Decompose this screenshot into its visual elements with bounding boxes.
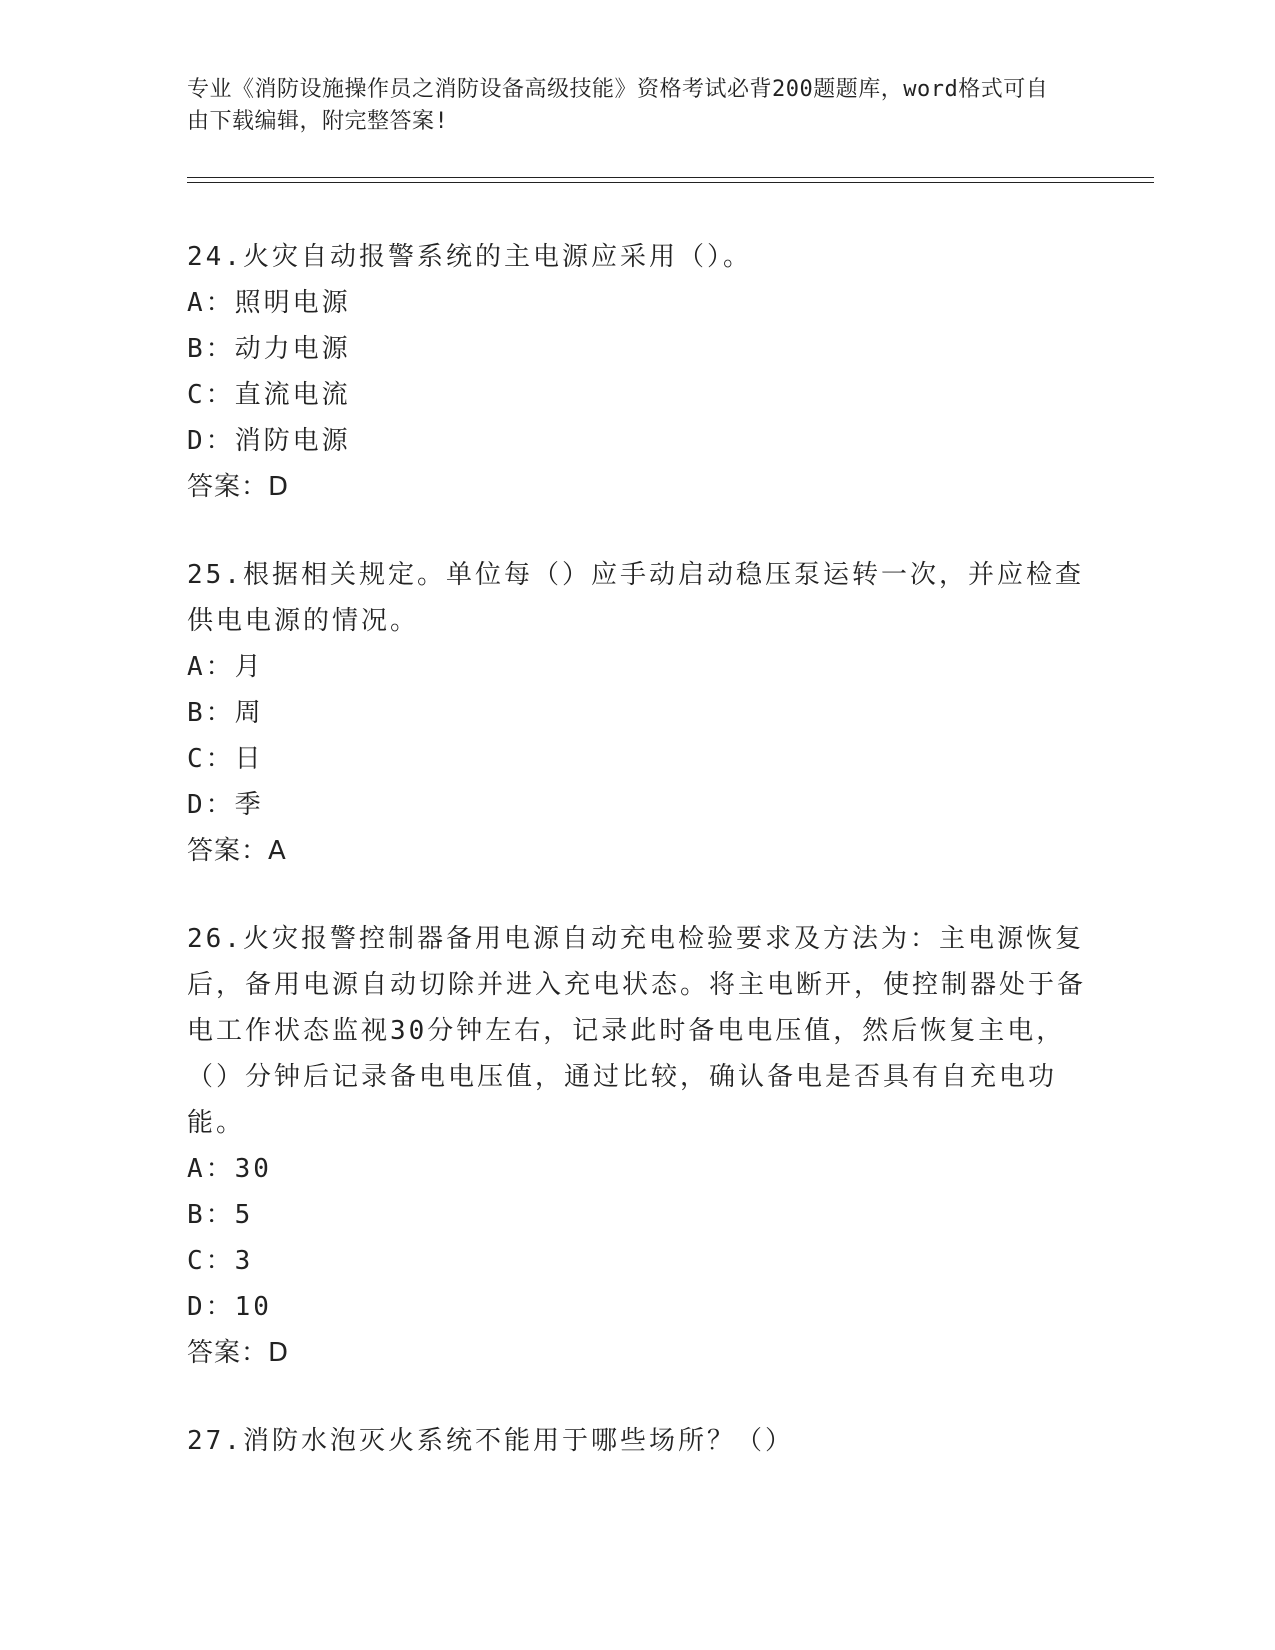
option-b: B：动力电源 <box>187 334 351 364</box>
option-c: C：直流电流 <box>187 380 351 410</box>
option-c: C：3 <box>187 1246 254 1276</box>
header-divider-bottom <box>187 182 1154 183</box>
question-stem: 27.消防水泡灭火系统不能用于哪些场所？（） <box>187 1426 794 1456</box>
option-a: A：30 <box>187 1154 272 1184</box>
answer-label: 答案： <box>187 472 269 502</box>
question-27 <box>187 1418 1087 1464</box>
answer-line <box>187 1330 1087 1376</box>
option-b: B：5 <box>187 1200 254 1230</box>
option-c: C：日 <box>187 744 264 774</box>
answer-label: 答案： <box>187 1338 269 1368</box>
question-stem: 26.火灾报警控制器备用电源自动充电检验要求及方法为：主电源恢复后，备用电源自动切除并进入充电状态。将主电断开，使控制器处于备电工作状态监视30分钟左右，记录此时备电电压值，然后恢复主电，（）分钟后记录备电电压值，通过比较，确认备电是否具有自充电功能。 <box>187 924 1087 1138</box>
option-b: B：周 <box>187 698 264 728</box>
answer-value: D <box>268 1338 290 1368</box>
answer-line <box>187 464 1087 510</box>
question-list <box>187 234 1087 1506</box>
question-stem: 25.根据相关规定。单位每（）应手动启动稳压泵运转一次，并应检查供电电源的情况。 <box>187 560 1084 636</box>
question-stem: 24.火灾自动报警系统的主电源应采用（）。 <box>187 242 752 272</box>
answer-label: 答案： <box>187 836 269 866</box>
question-26 <box>187 916 1087 1376</box>
option-a: A：月 <box>187 652 264 682</box>
option-a: A：照明电源 <box>187 288 351 318</box>
question-24 <box>187 234 1087 510</box>
option-d: D：10 <box>187 1292 272 1322</box>
answer-value: A <box>268 836 287 866</box>
document-header: 专业《消防设施操作员之消防设备高级技能》资格考试必背200题题库，word格式可自由下载编辑，附完整答案! <box>187 77 1049 134</box>
question-25 <box>187 552 1087 874</box>
option-d: D：消防电源 <box>187 426 351 456</box>
header-divider-top <box>187 177 1154 178</box>
answer-line <box>187 828 1087 874</box>
answer-value: D <box>268 472 290 502</box>
option-d: D：季 <box>187 790 264 820</box>
